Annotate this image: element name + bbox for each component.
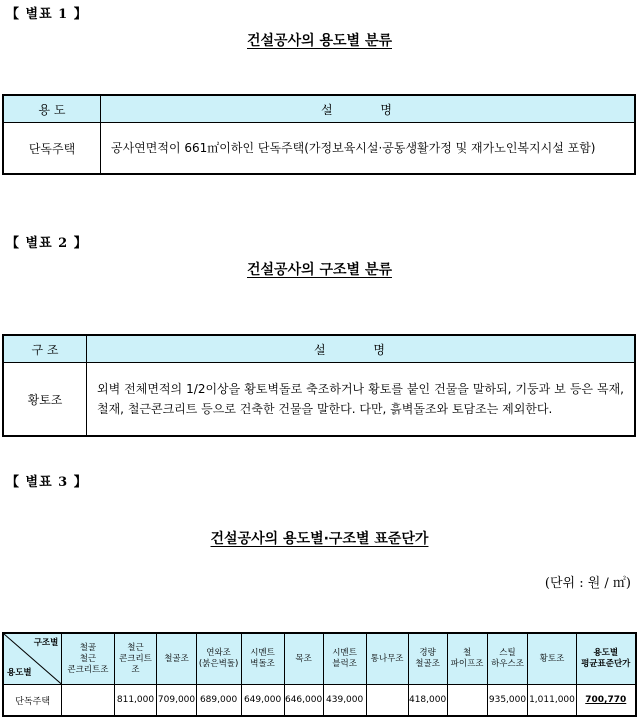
usage-description-cell: 공사연면적이 661㎡이하인 단독주택(가정보육시설·공동생활가정 및 재가노인복지시설 포함) bbox=[101, 123, 636, 175]
section2-title: 건설공사의 구조별 분류 bbox=[247, 262, 392, 278]
structure-header: 구 조 bbox=[3, 335, 87, 363]
section3-title: 건설공사의 용도별·구조별 표준단가 bbox=[210, 531, 429, 547]
standard-unit-price-table bbox=[2, 632, 637, 717]
column-header-12: 용도별 평균표준단가 bbox=[576, 633, 636, 685]
column-header-10: 스틸 하우스조 bbox=[487, 633, 528, 685]
row-usage-name: 단독주택 bbox=[3, 685, 62, 717]
price-cell-10: 935,000 bbox=[487, 685, 528, 717]
header-corner-cell bbox=[3, 633, 62, 685]
price-cell-8: 418,000 bbox=[408, 685, 447, 717]
description-header: 설 명 bbox=[101, 95, 636, 123]
column-header-0: 철골 철근 콘크리트조 bbox=[62, 633, 114, 685]
price-cell-6: 439,000 bbox=[323, 685, 366, 717]
unit-note: (단위 : 원 / ㎡) bbox=[544, 576, 631, 591]
section3-label: 【 별표 3 】 bbox=[6, 475, 88, 490]
column-header-11: 황토조 bbox=[528, 633, 576, 685]
column-header-1: 철근 콘크리트 조 bbox=[114, 633, 157, 685]
price-cell-9 bbox=[447, 685, 487, 717]
structure-description-cell: 외벽 전체면적의 1/2이상을 황토벽돌로 축조하거나 황토를 붙인 건물을 말하되, 기둥과 보 등은 목재, 철재, 철근콘크리트 등으로 건축한 건물을 말한다. 다만, 흙벽돌조와 토담조는 제외한다. bbox=[87, 363, 636, 437]
column-header-5: 목조 bbox=[284, 633, 323, 685]
column-header-7: 통나무조 bbox=[366, 633, 408, 685]
column-header-4: 시멘트 벽돌조 bbox=[241, 633, 284, 685]
section1-title: 건설공사의 용도별 분류 bbox=[247, 33, 392, 49]
price-cell-4: 649,000 bbox=[241, 685, 284, 717]
corner-bottom-label: 용도별 bbox=[7, 668, 32, 678]
price-cell-12: 700,770 bbox=[576, 685, 636, 717]
usage-classification-table bbox=[2, 94, 636, 175]
price-cell-0 bbox=[62, 685, 114, 717]
price-cell-11: 1,011,000 bbox=[528, 685, 576, 717]
section1-label: 【 별표 1 】 bbox=[6, 7, 88, 22]
corner-top-label: 구조별 bbox=[33, 638, 59, 648]
column-header-8: 경량 철골조 bbox=[408, 633, 447, 685]
price-cell-1: 811,000 bbox=[114, 685, 157, 717]
usage-name-cell: 단독주택 bbox=[3, 123, 101, 175]
price-cell-3: 689,000 bbox=[196, 685, 241, 717]
usage-header: 용 도 bbox=[3, 95, 101, 123]
column-header-6: 시멘트 블럭조 bbox=[323, 633, 366, 685]
structure-description-header: 설 명 bbox=[87, 335, 636, 363]
column-header-2: 철골조 bbox=[157, 633, 196, 685]
price-cell-2: 709,000 bbox=[157, 685, 196, 717]
section2-label: 【 별표 2 】 bbox=[6, 236, 88, 251]
structure-classification-table bbox=[2, 334, 636, 437]
price-cell-5: 646,000 bbox=[284, 685, 323, 717]
structure-name-cell: 황토조 bbox=[3, 363, 87, 437]
price-cell-7 bbox=[366, 685, 408, 717]
column-header-9: 철 파이프조 bbox=[447, 633, 487, 685]
column-header-3: 연와조 (붉은벽돌) bbox=[196, 633, 241, 685]
